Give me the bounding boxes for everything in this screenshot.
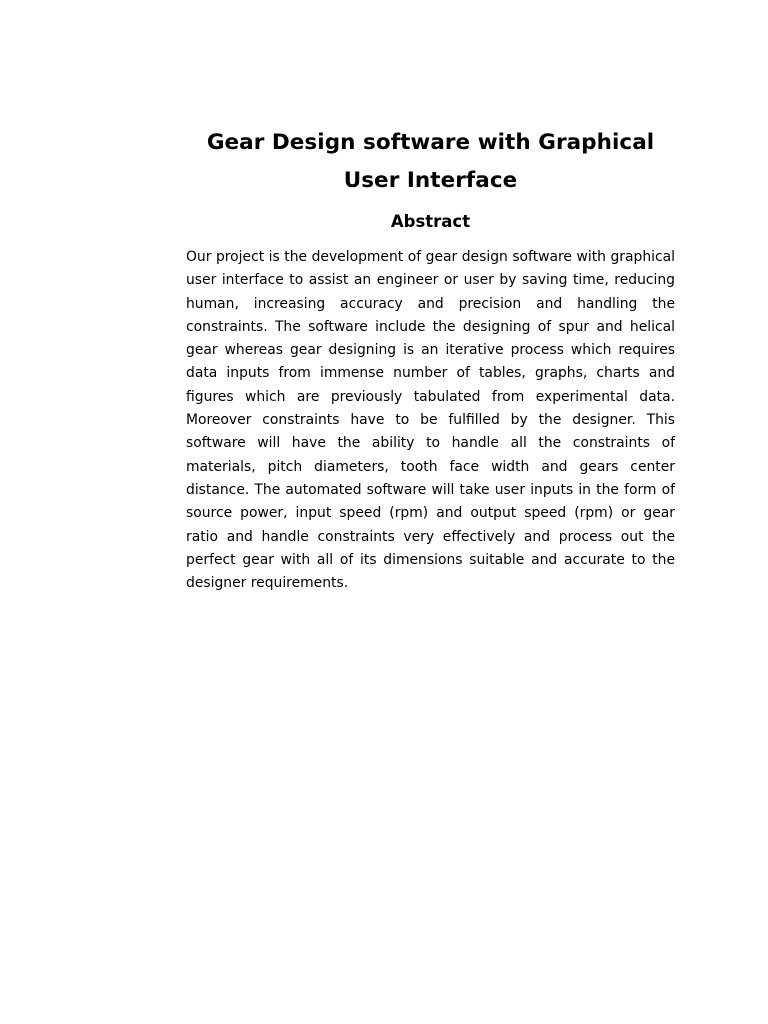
abstract-paragraph: Our project is the development of gear design software with graphical user interface to assist an engineer or user by saving time, reducing human, increasing accuracy and precision and handling the constraints. The software include the designing of spur and helical gear whereas gear designing is an iterative process which requires data inputs from immense number of tables, graphs, charts and figures which are previously tabulated from experimental data. Moreover constraints have to be fulfilled by the designer. This software will have the ability to handle all the constraints of materials, pitch diameters, tooth face width and gears center distance. The automated software will take user inputs in the form of source power, input speed (rpm) and output speed (rpm) or gear ratio and handle constraints very effectively and process out the perfect gear with all of its dimensions suitable and accurate to the designer requirements. bbox=[186, 249, 675, 592]
document-title bbox=[186, 124, 675, 200]
title-line-2: User Interface bbox=[343, 168, 518, 193]
abstract-heading: Abstract bbox=[390, 212, 471, 231]
page-content bbox=[186, 124, 675, 595]
title-line-1: Gear Design software with Graphical bbox=[206, 130, 655, 155]
